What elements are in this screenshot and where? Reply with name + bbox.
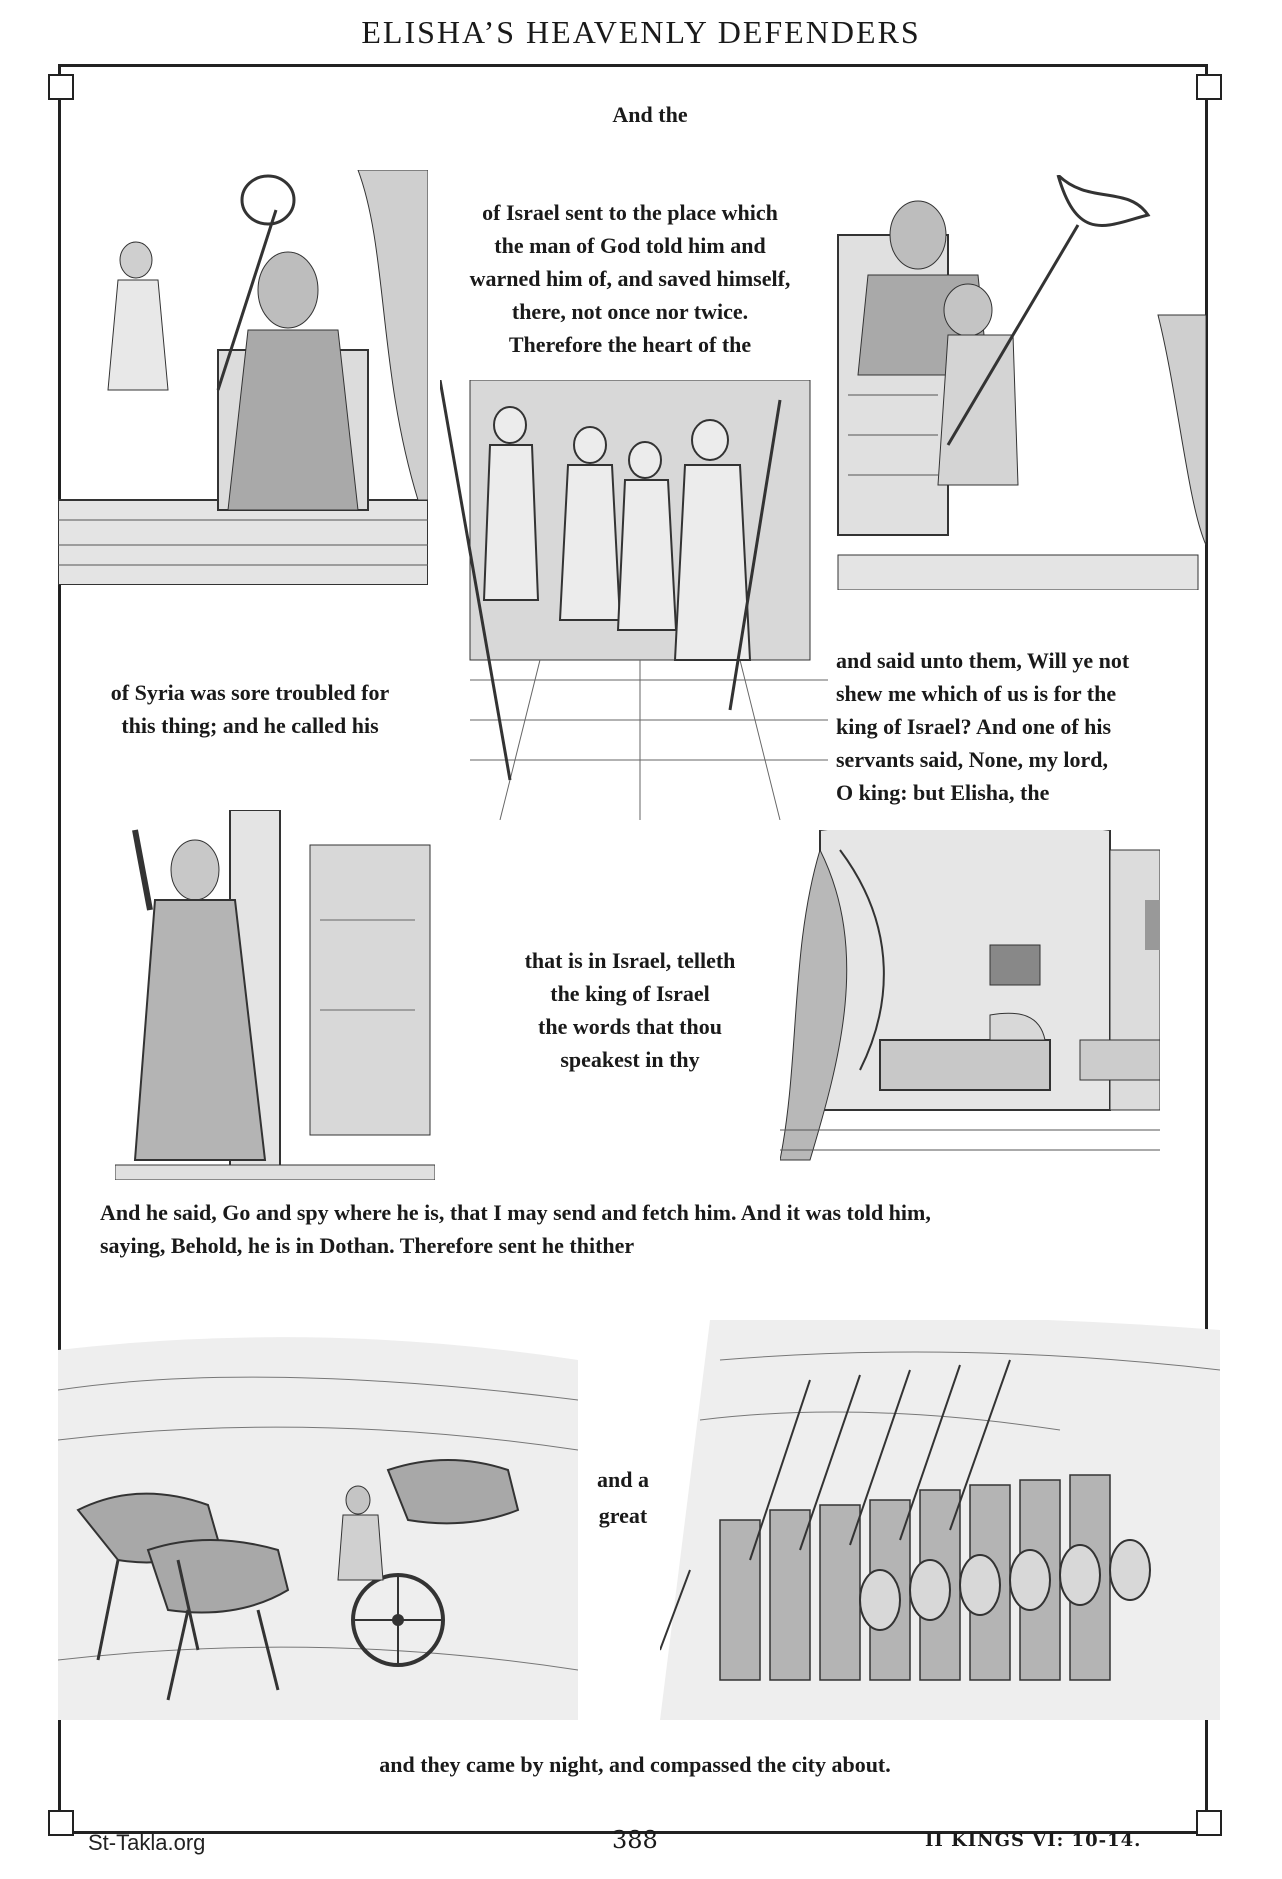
text-line: speakest in thy: [560, 1047, 700, 1072]
text-line: saying, Behold, he is in Dothan. Therefore sent he thither: [100, 1233, 635, 1258]
text-line: and a: [597, 1467, 649, 1492]
text-line: of Israel sent to the place which: [482, 200, 778, 225]
watermark-site-name: St-Takla.org: [88, 1830, 206, 1855]
text-line: the words that thou: [538, 1014, 722, 1039]
text-block-4: [450, 944, 810, 1076]
text-block-6: [578, 1462, 668, 1534]
text-line: the king of Israel: [550, 981, 710, 1006]
illustration-king-of-israel-throne: [58, 170, 428, 585]
illustration-horses-and-chariots: [58, 1330, 578, 1720]
illustration-elisha-prophet: [115, 810, 435, 1180]
text-line: this thing; and he called his: [121, 713, 379, 738]
illustration-servants: [440, 380, 828, 820]
text-line: shew me which of us is for the: [836, 681, 1117, 706]
text-line: king of Israel? And one of his: [836, 714, 1112, 739]
text-block-5: [100, 1196, 1190, 1262]
text-line: Therefore the heart of the: [508, 332, 752, 357]
text-block-2: [60, 676, 440, 742]
text-line: O king: but Elisha, the: [836, 780, 1050, 805]
text-line: that is in Israel, telleth: [524, 948, 736, 973]
text-line: there, not once nor twice.: [511, 299, 749, 324]
text-line: the man of God told him and: [494, 233, 766, 258]
text-bottom-line: and they came by night, and compassed the city about.: [379, 1752, 891, 1777]
corner-ornament: [48, 74, 74, 100]
corner-ornament: [1196, 74, 1222, 100]
illustration-great-host-army: [660, 1320, 1220, 1720]
text-line: servants said, None, my lord,: [836, 747, 1108, 772]
page-number: 388: [612, 1826, 658, 1854]
text-line: warned him of, and saved himself,: [469, 266, 791, 291]
text-line: And he said, Go and spy where he is, that I may send and fetch him. And it was told him,: [100, 1200, 931, 1225]
text-block-1: [430, 196, 830, 361]
text-line: of Syria was sore troubled for: [110, 680, 390, 705]
corner-ornament: [48, 1810, 74, 1836]
scripture-reference: II KINGS VI: 10-14.: [925, 1830, 1142, 1851]
text-line: great: [598, 1503, 648, 1528]
text-and-the: And the: [612, 102, 688, 127]
illustration-king-of-syria-throne: [828, 175, 1206, 590]
text-line: and said unto them, Will ye not: [836, 648, 1130, 673]
page-title: ELISHA’S HEAVENLY DEFENDERS: [361, 14, 921, 50]
corner-ornament: [1196, 1810, 1222, 1836]
illustration-bedchamber: [780, 830, 1160, 1170]
text-block-3: [836, 644, 1206, 809]
